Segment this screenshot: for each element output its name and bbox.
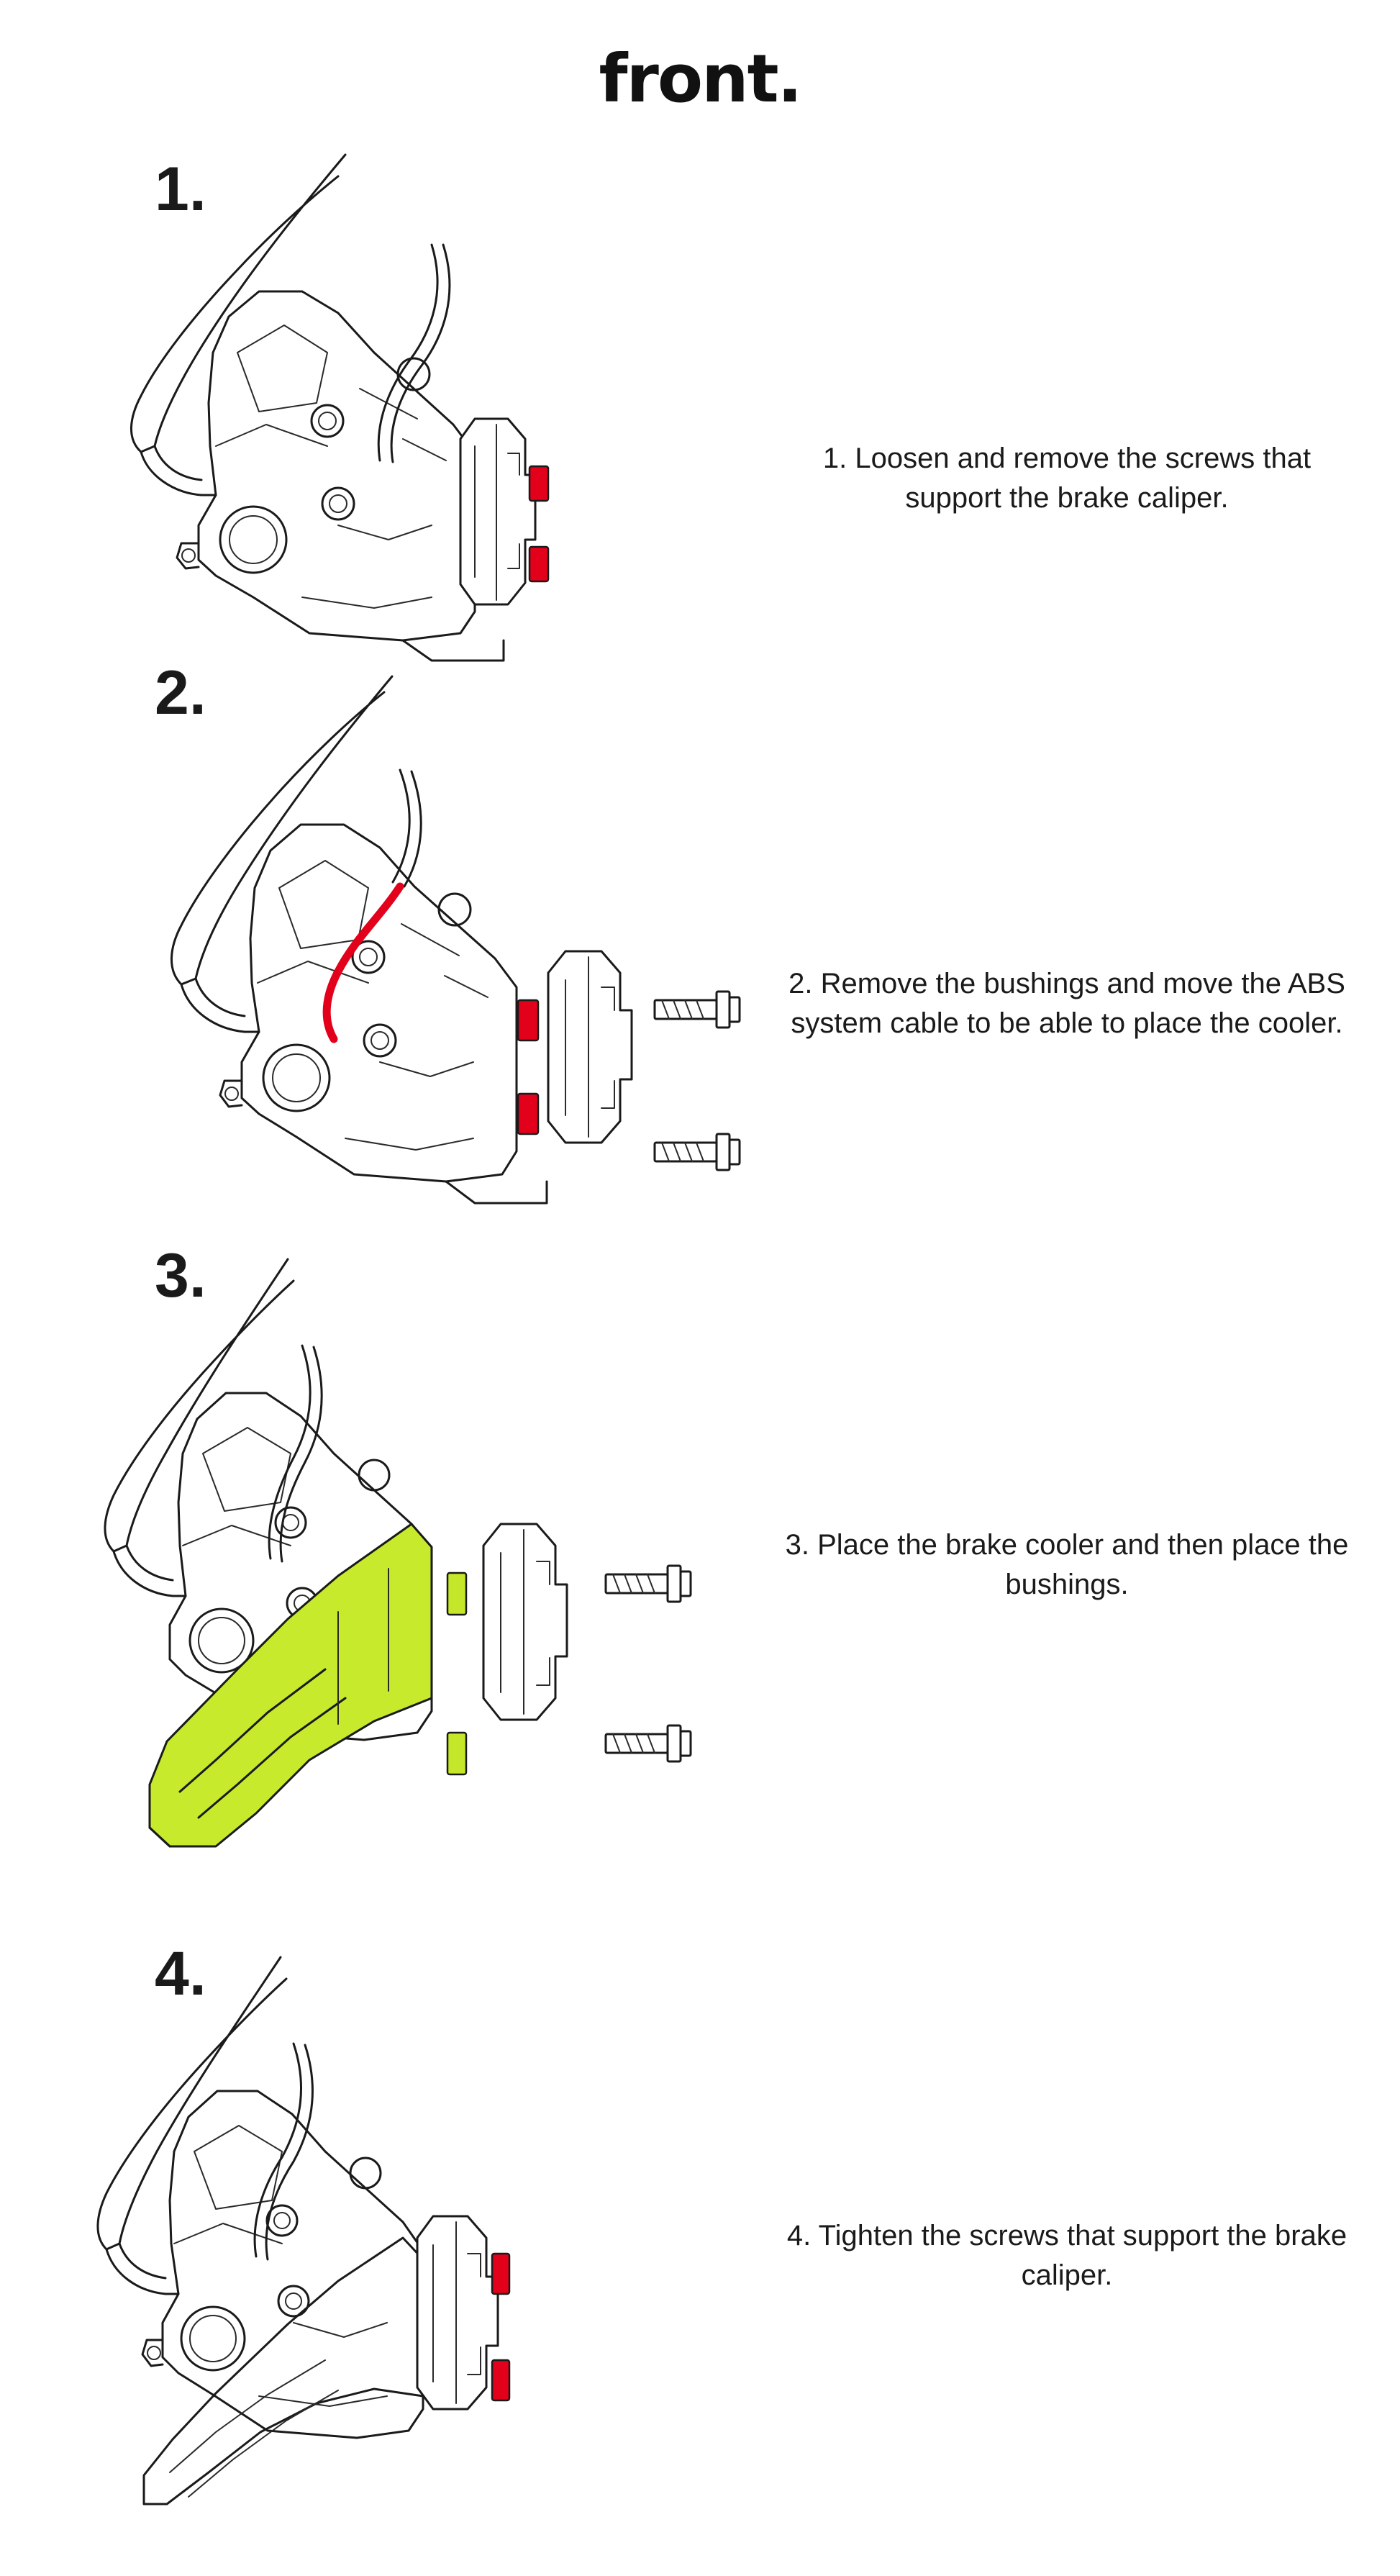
instruction-steps — [0, 137, 1400, 2518]
page-header — [0, 0, 1400, 137]
step-3-number: 3. — [155, 1241, 206, 1310]
step-4-illustration — [0, 1928, 777, 2518]
step-3-caption: 3. Place the brake cooler and then place the bushings. — [785, 1529, 1349, 1601]
step-2 — [0, 658, 1400, 1238]
step-3-illustration — [0, 1238, 777, 1928]
step-1-figure — [0, 137, 777, 662]
step-4-number: 4. — [155, 1939, 206, 2008]
step-2-number: 2. — [155, 658, 206, 727]
step-1-number: 1. — [155, 155, 206, 224]
step-1-illustration — [0, 137, 777, 662]
brand-wordmark: front. — [599, 40, 801, 117]
bolt-upper — [655, 992, 740, 1028]
step-1 — [0, 137, 1400, 662]
step-2-figure — [0, 658, 777, 1238]
bolt-upper — [606, 1566, 691, 1602]
bolt-lower — [655, 1134, 740, 1170]
step-2-illustration — [0, 658, 777, 1238]
step-4-caption: 4. Tighten the screws that support the brake caliper. — [786, 2220, 1347, 2292]
step-3 — [0, 1238, 1400, 1928]
bolt-lower — [606, 1725, 691, 1761]
step-3-figure — [0, 1238, 777, 1928]
step-2-caption: 2. Remove the bushings and move the ABS system cable to be able to place the cooler. — [788, 968, 1345, 1040]
step-4-figure — [0, 1928, 777, 2518]
step-4 — [0, 1928, 1400, 2518]
step-1-caption: 1. Loosen and remove the screws that support the brake caliper. — [822, 443, 1312, 514]
